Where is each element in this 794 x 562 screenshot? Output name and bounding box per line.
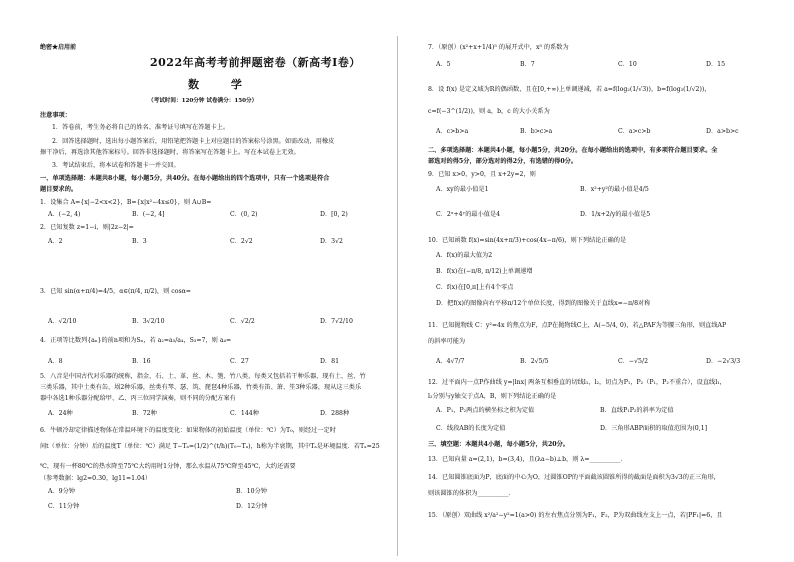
- answer-option: B．72种: [132, 410, 157, 417]
- answer-option: D．3√2: [320, 238, 343, 245]
- note-line: 擦干净后，再选涂其他答案标号。回答非选择题时，将答案写在答题卡上。写在本试卷上无效。: [40, 149, 300, 156]
- exam-meta: （考试时间：120分钟 试卷满分：150分）: [148, 98, 258, 104]
- question-stem: 则该圆锥的体积为__________．: [428, 490, 515, 497]
- note-line: 1．答卷前，考生务必将自己的姓名、准考证号填写在答题卡上。: [52, 124, 230, 131]
- answer-option: A．5: [436, 61, 451, 68]
- answer-option: A．P₁，P₂两点的横坐标之积为定值: [436, 407, 535, 414]
- question-stem: l₂分别与y轴交于点A，B，则下列结论正确的是: [428, 393, 557, 400]
- answer-option: D．−2√3/3: [706, 358, 741, 365]
- left-column: [0, 0, 395, 562]
- answer-option: C．2ˣ+4ʸ的最小值是4: [436, 211, 501, 218]
- answer-option: A．(−2, 4): [48, 211, 81, 218]
- question-stem: 2．已知复数 z=1−i，则|2z−z̄|=: [40, 224, 134, 231]
- answer-option: B．7: [520, 61, 535, 68]
- column-divider: [397, 36, 398, 556]
- question-stem: 11．已知抛物线 C：y²=4x 的焦点为F，点P在抛物线C上，A(−5/4, 0)，若△PAF为等腰三角形，则直线AP: [428, 322, 727, 329]
- section-heading: 三、填空题：本题共4小题，每小题5分，共20分。: [428, 441, 569, 448]
- question-stem: 4．正项等比数列{aₙ}的前n项和为Sₙ，若 a₂=a₅/a₄，S₃=7，则 a₄=: [40, 337, 232, 344]
- answer-option: B．b>c>a: [520, 128, 553, 135]
- answer-option: D．288种: [320, 410, 350, 417]
- note-line: 2．回答选择题时，选出每小题答案后，用铅笔把答题卡上对应题目的答案标号涂黑。如需改动，用橡皮: [52, 138, 335, 145]
- answer-option: A．2: [48, 238, 63, 245]
- answer-option: A．√2/10: [48, 318, 77, 325]
- answer-option: C．f(x)在[0,π]上有4个零点: [436, 284, 514, 291]
- answer-option: C．a>c>b: [618, 128, 651, 135]
- note-line: 3．考试结束后，将本试卷和答题卡一并交回。: [52, 162, 180, 169]
- answer-option: D．a>b>c: [706, 128, 739, 135]
- answer-option: B．16: [132, 358, 151, 365]
- answer-option: A．9分钟: [48, 488, 75, 495]
- question-stem: 10．已知函数 f(x)=sin(4x+π/3)+cos(4x−π/6)，则下列结论正确的是: [428, 237, 627, 244]
- answer-option: C．10: [618, 61, 637, 68]
- notes-heading: 注意事项：: [40, 112, 71, 119]
- answer-option: B．3√2/10: [132, 318, 165, 325]
- question-stem: 三类乐器，其中土类有缶、埙2种乐器，丝类有琴、瑟、筑、琵琶4种乐器，竹类有笛、箫、笙3种乐器，现从这三类乐: [40, 384, 362, 391]
- question-stem: 间t（单位：分钟）后的温度T（单位：℃）满足 T−Tₐ=(1/2)^(t/h)(T₀−Tₐ)，h称为半衰期，其中Tₐ是环境温度．若Tₐ=25: [40, 443, 380, 450]
- answer-option: C．144种: [230, 410, 259, 417]
- question-stem: 6．牛顿冷却定律描述物体在常温环境下的温度变化：如果物体的初始温度（单位：℃）为T₀，则经过一定时: [40, 427, 336, 434]
- confidential-mark: 绝密★启用前: [40, 44, 77, 51]
- answer-option: D．15: [706, 61, 726, 68]
- answer-option: D．[0, 2): [320, 211, 348, 218]
- answer-option: B．直线P₁P₂的斜率为定值: [600, 407, 674, 414]
- question-stem: 器中各选1种乐器分配给甲、乙、丙三位同学演奏，则不同的分配方案有: [40, 395, 236, 402]
- answer-option: C．2√2: [230, 238, 253, 245]
- question-stem: c=f(−3^(1/2))，则 a，b，c 的大小关系为: [428, 108, 550, 115]
- answer-option: A．8: [48, 358, 63, 365]
- question-stem: 1．设集合 A={x|−2<x<2}，B={x|x²−4x≤0}，则 A∪B=: [40, 199, 212, 206]
- answer-option: A．c>b>a: [436, 128, 469, 135]
- right-column: [400, 0, 794, 562]
- question-stem: 3．已知 sin(α+π/4)=4/5，α∈(π/4, π/2)，则 cosα=: [40, 288, 191, 295]
- answer-option: C．√2/2: [230, 318, 255, 325]
- answer-option: A．f(x)的最大值为2: [436, 252, 493, 259]
- question-stem: 9．已知 x>0，y>0，且 x+2y=2，则: [428, 171, 536, 178]
- answer-option: C．27: [230, 358, 249, 365]
- question-stem: 5．八音是中国古代对乐器的统称，指金、石、土、革、丝、木、匏、竹八类，每类又包括若干种乐器，现有土、丝、竹: [40, 373, 366, 380]
- answer-option: D．7√2/10: [320, 318, 353, 325]
- answer-option: D．把f(x)的图像向右平移π/12个单位长度，得到的图像关于直线x=−π/8对称: [436, 300, 651, 307]
- answer-option: C．11分钟: [48, 503, 80, 510]
- answer-option: B．10分钟: [236, 488, 267, 495]
- section-heading: 二、多项选择题：本题共4小题，每小题5分，共20分。在每小题给出的选项中，有多项符合题目要求。全: [428, 147, 718, 154]
- question-stem: 的斜率可能为: [428, 338, 466, 345]
- question-stem: （参考数据：lg2≈0.30，lg11≈1.04）: [40, 475, 152, 482]
- question-stem: 14．已知圆锥底面为P，底面的中心为O，过圆锥OP的平面截该圆锥所得的截面是面积为3√3的正三角形，: [428, 474, 720, 481]
- answer-option: B．3: [132, 238, 147, 245]
- answer-option: C．线段AB的长度为定值: [436, 425, 506, 432]
- answer-option: D．1/x+2/y的最小值是5: [580, 211, 651, 218]
- question-stem: 13．已知向量 a=(2,1)，b=(3,4)，且(λa−b)⊥b，则 λ=__________．: [428, 456, 627, 463]
- question-stem: 15．（原创）双曲线 x²/a²−y²=1(a>0) 的左右焦点分别为F₁，F₂，P为双曲线左支上一点，若|PF₁|=6，且: [428, 512, 723, 519]
- exam-title: 2022年高考考前押题密卷（新高考Ⅰ卷）: [150, 56, 361, 69]
- answer-option: D．12分钟: [236, 503, 268, 510]
- answer-option: B．f(x)在(−π/8, π/12)上单调递增: [436, 268, 533, 275]
- section-heading: 一、单项选择题：本题共8小题，每小题5分，共40分。在每小题给出的四个选项中，只有一个选项是符合: [40, 175, 330, 182]
- answer-option: A．4√7/7: [436, 358, 465, 365]
- answer-option: C．(0, 2): [230, 211, 258, 218]
- answer-option: B．2√5/5: [520, 358, 549, 365]
- question-stem: 12．过平面内一点P作曲线 y=|lnx| 两条互相垂直的切线l₁，l₂，切点为P₁，P₂（P₁，P₂不重合），设直线l₁，: [428, 379, 726, 386]
- subject-title: 数 学: [188, 78, 256, 91]
- question-stem: 8．设 f(x) 是定义域为R的偶函数，且在[0,+∞)上单调递减，若 a=f(log₂(1/√3))，b=f(log₃(1/√2))，: [428, 86, 711, 93]
- answer-option: D．三角形ABP面积的取值范围为(0,1]: [600, 425, 708, 432]
- answer-option: A．xy的最小值是1: [436, 186, 489, 193]
- answer-option: B．(−2, 4]: [132, 211, 165, 218]
- section-heading: 部选对的得5分，部分选对的得2分，有选错的得0分。: [428, 158, 578, 165]
- section-heading: 题目要求的。: [40, 186, 78, 193]
- question-stem: 7．（原创）(x²+x+1/4)⁵ 的展开式中，x⁵ 的系数为: [428, 44, 569, 51]
- answer-option: C．−√5/2: [618, 358, 649, 365]
- answer-option: D．81: [320, 358, 340, 365]
- answer-option: A．24种: [48, 410, 73, 417]
- question-stem: ℃，现有一杯80℃的热水降至75℃大约用时1分钟，那么水温从75℃降至45℃，大约还需要: [40, 463, 296, 470]
- answer-option: B．x²+y²的最小值是4/5: [580, 186, 649, 193]
